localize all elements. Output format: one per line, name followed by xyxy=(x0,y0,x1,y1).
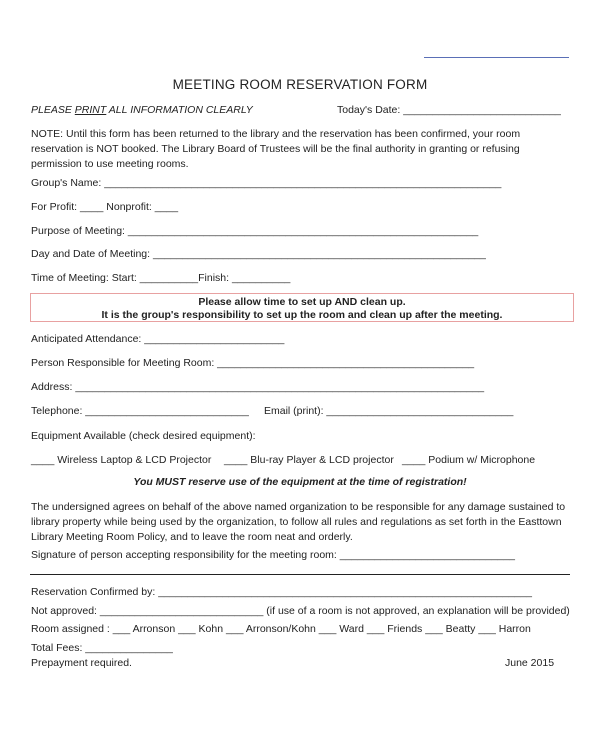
meeting-date-field[interactable]: Day and Date of Meeting: _________________________________________________________ xyxy=(31,248,486,260)
purpose-field[interactable]: Purpose of Meeting: ____________________________________________________________ xyxy=(31,225,479,237)
not-approved-field[interactable]: Not approved: ____________________________ (if use of a room is not approved, an explanation will be provided) xyxy=(31,605,570,617)
confirmed-by-field[interactable]: Reservation Confirmed by: ________________________________________________________________ xyxy=(31,586,532,598)
todays-date-field[interactable]: Today's Date: ___________________________ xyxy=(337,104,561,116)
note-paragraph: NOTE: Until this form has been returned to the library and the reservation has been confirmed, your room reservation is NOT booked. The Library Board of Trustees will be the final authority in granting or refusing permission to use meeting rooms. xyxy=(31,128,521,170)
form-date: June 2015 xyxy=(505,657,555,669)
responsible-person-field[interactable]: Person Responsible for Meeting Room: ____________________________________________ xyxy=(31,357,475,369)
total-fees-field[interactable]: Total Fees: _______________ xyxy=(31,642,173,654)
instruction-post: ALL INFORMATION CLEARLY xyxy=(106,104,253,116)
equipment-podium-option[interactable]: ____ Podium w/ Microphone xyxy=(402,454,536,466)
equipment-bluray-option[interactable]: ____ Blu-ray Player & LCD projector xyxy=(224,454,394,466)
agreement-paragraph: The undersigned agrees on behalf of the above named organization to be responsible for any damage sustained to library property while being used by the organization, to follow all rules and regulations as set forth in the Easttown Library Meeting Room Policy, and to leave the room neat and orderly. xyxy=(31,501,566,543)
address-field[interactable]: Address: ______________________________________________________________________ xyxy=(31,381,485,393)
email-field[interactable]: Email (print): ________________________________ xyxy=(264,405,514,417)
room-assigned-field[interactable]: Room assigned : ___ Arronson ___ Kohn ___ Arronson/Kohn ___ Ward ___ Friends ___ Beatty ___ Harron xyxy=(31,623,531,635)
page-title: MEETING ROOM RESERVATION FORM xyxy=(172,77,428,92)
print-instruction xyxy=(31,104,253,117)
registration-warning: You MUST reserve use of the equipment at the time of registration! xyxy=(133,476,467,488)
profit-status-field[interactable]: For Profit: ____ Nonprofit: ____ xyxy=(31,201,179,213)
equipment-laptop-option[interactable]: ____ Wireless Laptop & LCD Projector xyxy=(31,454,212,466)
meeting-time-field[interactable]: Time of Meeting: Start: __________Finish: __________ xyxy=(31,272,291,284)
telephone-field[interactable]: Telephone: ____________________________ xyxy=(31,405,249,417)
attendance-field[interactable]: Anticipated Attendance: ________________________ xyxy=(31,333,285,345)
divider-line xyxy=(30,574,570,575)
setup-notice-box xyxy=(30,293,574,322)
instruction-pre: PLEASE xyxy=(31,104,75,116)
notice-line-1: Please allow time to set up AND clean up. xyxy=(198,296,406,308)
instruction-print: PRINT xyxy=(74,104,107,116)
groups-name-field[interactable]: Group's Name: ____________________________________________________________________ xyxy=(31,177,502,189)
top-rule xyxy=(424,57,569,58)
signature-field[interactable]: Signature of person accepting responsibility for the meeting room: ______________________________ xyxy=(31,549,515,561)
notice-line-2: It is the group's responsibility to set up the room and clean up after the meeting. xyxy=(101,309,503,321)
prepayment-note: Prepayment required. xyxy=(31,657,132,669)
equipment-heading: Equipment Available (check desired equipment): xyxy=(31,430,256,442)
